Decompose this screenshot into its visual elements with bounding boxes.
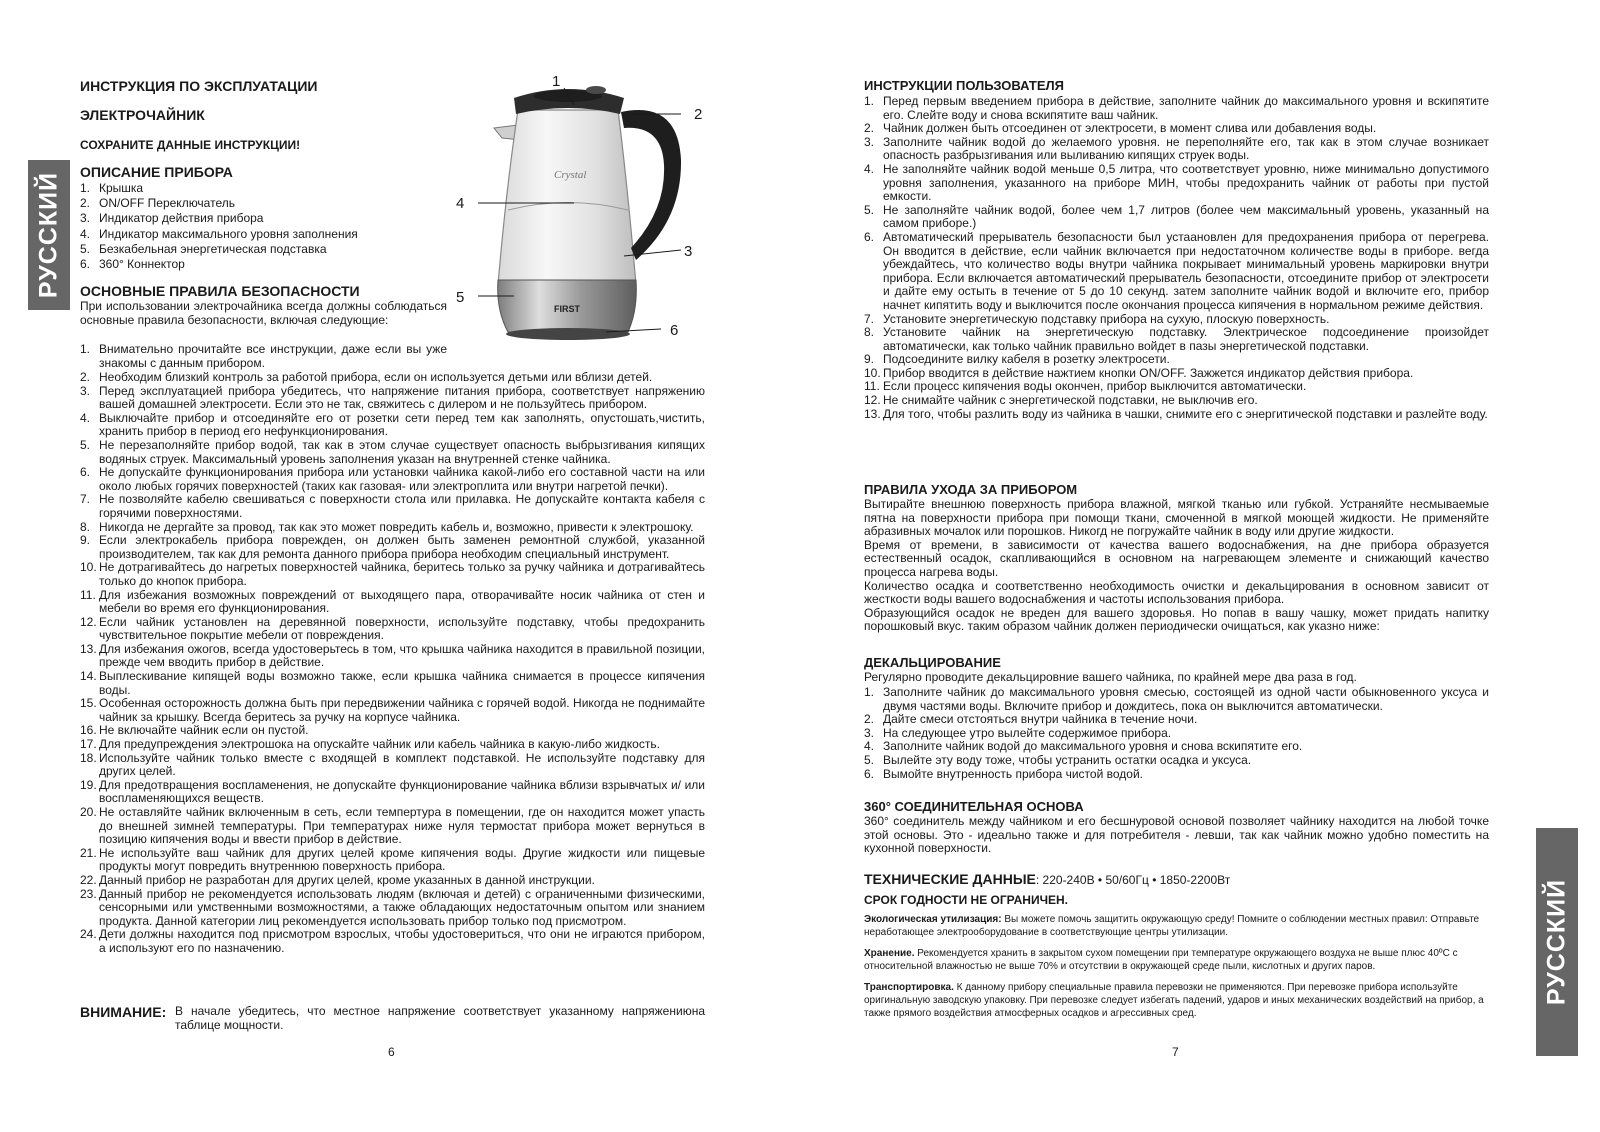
list-item-number: 1. — [864, 94, 875, 108]
list-item — [80, 534, 705, 561]
list-item-text: Прибор вводится в действие нажтием кнопки ON/OFF. Зажжется индикатор действия прибора. — [883, 365, 1414, 380]
tech-data-label: ТЕХНИЧЕСКИЕ ДАННЫЕ — [864, 871, 1036, 887]
callout-3: 3 — [684, 243, 693, 260]
list-item-text: Не включайте чайник если он пустой. — [99, 723, 309, 738]
list-item-text: Автоматический прерыватель безопасности был устаановлен для предохранения прибора от перегрева. Он вводится в действие, если чайник включается при недостаточном количестве воды в приборе. вегда убеждайтесь, что количество воды внутри чайника покрывает минимальный уровень маркировки внутри прибора. Если включается автоматический прерыватель безопасности, отсоедините прибор от электросети и дайте ему остыть в течение от 5 до 10 секунд. затем заполните чайник водой и включите его, прибор начнет кипятить воду и выключится после окончания процесса кипячения в нормальном режиме действия. — [883, 229, 1489, 312]
list-item — [864, 686, 1489, 713]
care-paragraph: Количество осадка и соответственно необходимость очистки и декальцирования в основном зависит от жесткости воды вашего водоснабжения и частоты использования прибора. — [864, 578, 1489, 607]
callout-4: 4 — [456, 195, 465, 212]
list-item-number: 5. — [80, 437, 91, 452]
list-item-text: Перед эксплуатацией прибора убедитесь, что напряжение питания прибора, соответствует напряжению вашей домашней электросети. Если это не так, свяжитесь с дилером и не пользуйтесь прибором. — [99, 383, 705, 412]
list-item — [80, 589, 705, 616]
list-item — [80, 466, 705, 493]
list-item-text: Необходим близкий контроль за работой прибора, если он используется детьми или вблизи детей. — [99, 370, 653, 384]
list-item-text: Вылейте эту воду тоже, чтобы устранить остатки осадка и уксуса. — [883, 752, 1252, 767]
list-item-number: 15. — [80, 696, 97, 711]
list-item-text: 360° Коннектор — [99, 257, 185, 272]
list-item-number: 18. — [80, 750, 97, 765]
list-item-text: Не заполняйте чайник водой меньше 0,5 литра, что соответствует уровню, ниже минимально допустимого уровня заполнения, указанного на приборе МИН, чтобы предохранить чайник от работы при пустой емкости. — [883, 161, 1489, 204]
care-heading: ПРАВИЛА УХОДА ЗА ПРИБОРОМ — [864, 482, 1078, 497]
transport-label: Транспортировка. — [864, 982, 954, 993]
language-tab-label: РУССКИЙ — [1542, 878, 1571, 1006]
list-item-text: Выключайте прибор и отсоединяйте его от розетки сети перед тем как заполнять, опустошать,чистить, хранить прибор в период его нефункционирования. — [99, 410, 705, 439]
kettle-illustration — [456, 70, 716, 350]
description-heading: ОПИСАНИЕ ПРИБОРА — [80, 164, 233, 180]
list-item-text: Особенная осторожность должна быть при передвижении чайника с горячей водой. Никогда не поднимайте чайник за крышку. Всегда беритесь за ручку на корпусе чайника. — [99, 696, 705, 724]
eco-disposal — [864, 913, 1489, 939]
list-item-text: Индикатор действия прибора — [99, 211, 264, 226]
decalcification-heading: ДЕКАЛЬЦИРОВАНИЕ — [864, 655, 1001, 670]
language-tab — [28, 160, 70, 310]
list-item-number: 17. — [80, 737, 97, 752]
warning-label: ВНИМАНИЕ: — [80, 1004, 167, 1020]
list-item-text: Если электрокабель прибора поврежден, он должен быть заменен ремонтной службой, указанной производителем, так как для ремонта данного прибора прибора необходим специальный инструмент. — [99, 533, 705, 561]
list-item-number: 13. — [80, 641, 97, 656]
list-item-text: Данный прибор не рекомендуется использовать людям (включая и детей) с ограниченными физическими, сенсорными или умственными возможностями, а также обладающих недостаточным опытом или знанием продукта. Данной категории лиц рекомендуется использовать прибор только под присмотром. — [99, 886, 705, 928]
list-item — [80, 806, 705, 847]
decalcification-list — [864, 686, 1489, 781]
list-item — [864, 367, 1489, 381]
list-item — [80, 697, 705, 724]
care-paragraph: Вытирайте внешнюю поверхность прибора влажной, мягкой тканью или губкой. Устраняйте несмываемые пятна на поверхности прибора при помощи ткани, смоченной в мягкой моющей жидкости. Не применяйте абразивных мочалок или порошков. Никогд не погружайте чайник в воду или другие жидкости. — [864, 497, 1489, 539]
list-item-text: Не заполняйте чайник водой, более чем 1,7 литров (более чем максимальный уровень, указанный на самом приборе.) — [883, 202, 1489, 231]
list-item-text: Заполните чайник водой до максимального уровня и снова вскипятите его. — [883, 739, 1303, 754]
list-item — [864, 727, 1489, 741]
list-item-number: 2. — [864, 712, 875, 727]
list-item — [864, 713, 1489, 727]
shelf-life: СРОК ГОДНОСТИ НЕ ОГРАНИЧЕН. — [864, 893, 1069, 907]
list-item-text: Не снимайте чайник с энергетической подставки, не выключив его. — [883, 393, 1258, 408]
list-item-number: 19. — [80, 777, 97, 792]
callout-1: 1 — [552, 73, 561, 90]
list-item — [864, 380, 1489, 394]
list-item-text: Крышка — [99, 181, 144, 195]
eco-label: Экологическая утилизация: — [864, 914, 1002, 925]
list-item-number: 5. — [864, 202, 875, 217]
list-item — [864, 768, 1489, 782]
list-item — [864, 122, 1489, 136]
list-item-text: Установите чайник на энергетическую подставку. Электрическое подсоединение произойдет автоматически, как только чайник правильно войдет в пазы энергетической подставки. — [883, 325, 1489, 353]
list-item — [80, 227, 460, 242]
list-item-text: Никогда не дергайте за провод, так как это может повредить кабель и, возможно, привести к электрошоку. — [99, 519, 694, 534]
callout-2: 2 — [694, 106, 703, 123]
list-item-text: На следующее утро вылейте содержимое прибора. — [883, 725, 1172, 740]
list-item — [864, 353, 1489, 367]
list-item-number: 9. — [80, 533, 91, 548]
list-item-text: Безкабельная энергетическая подставка — [99, 241, 327, 256]
list-item — [80, 412, 705, 439]
page-number: 7 — [1172, 1045, 1179, 1059]
list-item-number: 6. — [864, 229, 875, 244]
list-item-number: 16. — [80, 723, 97, 738]
list-item-text: Вымойте внутренность прибора чистой водой. — [883, 766, 1143, 781]
list-item-number: 3. — [864, 725, 875, 740]
list-item — [80, 928, 705, 955]
list-item — [80, 643, 705, 670]
list-item-text: Дайте смеси отстояться внутри чайника в течение ночи. — [883, 712, 1198, 727]
list-item-text: Не используйте ваш чайник для других целей кроме кипячения воды. Другие жидкости или пищевые продукты могут повредить внутреннюю поверхность прибора. — [99, 845, 705, 874]
care-paragraph: Время от времени, в зависимости от качества вашего водоснабжения, на дне прибора образуется естественный осадок, скапливающийся в основном на нагревающем элементе и снижающий качество процесса нагрева воды. — [864, 537, 1489, 579]
list-item-number: 12. — [80, 614, 97, 629]
list-item-number: 2. — [864, 121, 875, 136]
list-item-number: 13. — [864, 406, 881, 421]
list-item-number: 10. — [80, 560, 97, 575]
list-item-text: Не оставляйте чайник включенным в сеть, если темпертура в помещении, где он находится может упасть до внешней зимней температуры. При температурах ниже нуля термостат прибора может вернуться в позицию кипячения воды и ввести прибор в действие. — [99, 805, 705, 847]
list-item-text: Заполните чайник водой до желаемого уровня. не переполняйте его, так как в этом случае возникает опасность разбрызгивания или выливанию кипящих струек воды. — [883, 134, 1489, 163]
list-item — [80, 371, 705, 385]
user-instructions-heading: ИНСТРУКЦИИ ПОЛЬЗОВАТЕЛЯ — [864, 78, 1064, 93]
list-item — [80, 242, 460, 257]
storage-label: Хранение. — [864, 948, 915, 959]
list-item-number: 4. — [864, 739, 875, 754]
list-item — [80, 181, 460, 196]
list-item-text: ON/OFF Переключатель — [99, 196, 235, 211]
safety-heading: ОСНОВНЫЕ ПРАВИЛА БЕЗОПАСНОСТИ — [80, 283, 360, 299]
list-item-number: 3. — [80, 383, 91, 398]
warning-text: В начале убедитесь, что местное напряжение соответствует указанному напряжениюна таблице мощности. — [175, 1004, 705, 1032]
storage-note — [864, 947, 1489, 973]
eco-text: Вы можете помочь защитить окружающую среду! Помните о соблюдении местных правил: Отправьте неработающее электрооборудование в соответствующие центры утилизации. — [864, 914, 1480, 938]
user-instructions-list — [864, 95, 1489, 421]
list-item-text: Выплескивание кипящей воды возможно также, если крышка чайника снимается в процессе кипячения воды. — [99, 669, 705, 697]
list-item — [80, 616, 705, 643]
list-item — [864, 163, 1489, 204]
list-item — [80, 385, 705, 412]
list-item — [864, 408, 1489, 422]
list-item — [80, 257, 460, 272]
list-item-text: Индикатор максимального уровня заполнения — [99, 226, 358, 241]
list-item-number: 11. — [864, 379, 880, 394]
list-item-text: Подсоедините вилку кабеля в розетку электросети. — [883, 352, 1170, 367]
base360-text: 360° соединитель между чайником и его бесшнуровой основой позволяет чайнику находится на любой точке этой основы. Это - идеально также и для потребителя - левши, так как чайник можно удобно поместить на кухонной поверхности. — [864, 814, 1489, 856]
list-item — [864, 326, 1489, 353]
list-item-text: Внимательно прочитайте все инструкции, даже если вы уже знакомы с данным прибором. — [99, 342, 447, 370]
care-text — [864, 498, 1489, 634]
list-item-text: Установите энергетическую подставку прибора на сухую, плоскую поверхность. — [883, 311, 1330, 326]
safety-intro: При использовании электрочайника всегда должны соблюдаться основные правила безопасности, включая следующие: — [80, 299, 447, 327]
list-item-text: Данный прибор не разработан для других целей, кроме указанных в данной инструкции. — [99, 872, 595, 887]
kettle-brand-text: FIRST — [554, 304, 580, 314]
keep-instructions-note: СОХРАНИТЕ ДАННЫЕ ИНСТРУКЦИИ! — [80, 138, 301, 152]
tech-data-value: : 220-240В • 50/60Гц • 1850-2200Вт — [1035, 873, 1231, 887]
list-item-number: 20. — [80, 805, 97, 819]
list-item-number: 11. — [80, 587, 96, 602]
kettle-decor-text: Crystal — [554, 169, 587, 181]
list-item — [864, 313, 1489, 327]
list-item-text: Дети должны находится под присмотром взрослых, чтобы удостовериться, что они не играются прибором, а используют его по назначению. — [99, 927, 705, 955]
list-item — [864, 204, 1489, 231]
list-item-number: 4. — [80, 410, 91, 425]
list-item — [80, 874, 705, 888]
list-item — [864, 231, 1489, 313]
list-item-number: 14. — [80, 669, 97, 684]
care-paragraph: Образующийся осадок не вреден для вашего здоровья. Но попав в вашу чашку, может придать напитку порошковый вкус. таким образом чайник должен периодически очищаться, как указно ниже: — [864, 605, 1489, 634]
base360-heading: 360° СОЕДИНИТЕЛЬНАЯ ОСНОВА — [864, 799, 1084, 814]
safety-list-part1 — [80, 343, 447, 370]
list-item — [80, 561, 705, 588]
list-item-text: Используйте чайник только вместе с входящей в комплект подставкой. Не используйте подставку для других целей. — [99, 750, 705, 779]
list-item — [864, 394, 1489, 408]
page-right — [800, 0, 1600, 1132]
list-item-number: 3. — [80, 211, 91, 226]
list-item — [80, 196, 460, 211]
list-item — [80, 738, 705, 752]
list-item-text: Чайник должен быть отсоединен от электросети, в момент слива или добавления воды. — [883, 121, 1377, 136]
list-item-text: Для избежания возможных повреждений от выходящего пара, отворачивайте носик чайника от стен и мебели во время его функционирования. — [99, 587, 705, 616]
callout-5: 5 — [456, 289, 465, 306]
list-item-number: 23. — [80, 886, 97, 901]
list-item-number: 6. — [864, 766, 875, 781]
list-item-text: Не перезаполняйте прибор водой, так как в этом случае существует опасность выбрызгивания кипящих водяных струек. Максимальный уровень заполнения указан на внутренней стенке чайника. — [99, 437, 705, 466]
list-item — [80, 724, 705, 738]
list-item-number: 1. — [80, 181, 91, 195]
product-name: ЭЛЕКТРОЧАЙНИК — [80, 107, 205, 123]
list-item — [80, 670, 705, 697]
list-item-number: 12. — [864, 393, 881, 408]
transport-note — [864, 981, 1489, 1020]
list-item-number: 4. — [80, 226, 91, 241]
list-item — [80, 493, 705, 520]
list-item — [80, 847, 705, 874]
list-item-number: 7. — [80, 492, 91, 507]
list-item-text: Если процесс кипячения воды окончен, прибор выключится автоматически. — [883, 379, 1307, 394]
list-item-number: 1. — [864, 685, 875, 699]
transport-text: К данному прибору специальные правила перевозки не применяются. При перевозке прибора используйте оригинальную заводскую упаковку. При перевозке следует избегать падений, ударов и иных механических воздействий на прибор, а также прямого воздействия атмосферных осадков и агрессивных сред. — [864, 982, 1484, 1019]
safety-list-part2 — [80, 371, 705, 956]
list-item-number: 5. — [80, 241, 91, 256]
list-item-text: Для того, чтобы разлить воду из чайника в чашки, снимите его с энергитической подставки и разлейте воду. — [883, 406, 1488, 421]
list-item-number: 4. — [864, 161, 875, 176]
list-item-text: Заполните чайник до максимального уровня смесью, состоящей из одной части обыкновенного уксуса и двумя частями воды. Включите прибор и дождитесь, пока он выключится автоматически. — [883, 685, 1489, 713]
list-item-text: Перед первым введением прибора в действие, заполните чайник до максимального уровня и вскипятите его. Слейте воду и снова вскипятите ваш чайник. — [883, 94, 1489, 122]
list-item-text: Не позволяйте кабелю свешиваться с поверхности стола или прилавка. Не допускайте контакта кабеля с горячими поверхностями. — [99, 492, 705, 520]
list-item — [864, 754, 1489, 768]
list-item-text: Для избежания ожогов, всегда удостоверьтесь в том, что крышка чайника находится в правильной позиции, прежде чем вводить прибор в действие. — [99, 641, 705, 670]
list-item-number: 2. — [80, 370, 91, 384]
tech-data — [864, 871, 1489, 889]
page-number: 6 — [388, 1045, 395, 1059]
kettle-body — [494, 86, 681, 340]
list-item — [864, 95, 1489, 122]
decalcification-intro: Регулярно проводите декальцировние вашего чайника, по крайней мере два раза в год. — [864, 670, 1357, 684]
list-item-text: Если чайник установлен на деревянной поверхности, используйте подставку, чтобы предохранить чувствительное покрытие мебели от повреждения. — [99, 614, 705, 643]
list-item — [80, 521, 705, 535]
list-item-number: 6. — [80, 465, 91, 480]
list-item-text: Для предотвращения воспламенения, не допускайте функционирование чайника вблизи взрывчатых и/ или воспламеняющихся веществ. — [99, 777, 705, 806]
list-item-number: 22. — [80, 872, 97, 887]
list-item-number: 9. — [864, 352, 875, 367]
list-item-number: 5. — [864, 752, 875, 767]
list-item-number: 7. — [864, 311, 875, 326]
list-item-number: 24. — [80, 927, 97, 942]
language-tab — [1536, 828, 1578, 1056]
list-item — [80, 752, 705, 779]
list-item-number: 6. — [80, 257, 91, 272]
list-item-number: 3. — [864, 134, 875, 149]
list-item-number: 2. — [80, 196, 91, 211]
callout-6: 6 — [670, 322, 679, 339]
list-item-number: 8. — [80, 519, 91, 534]
list-item — [864, 740, 1489, 754]
storage-text: Рекомендуется хранить в закрытом сухом помещении при температуре окружающего воздуха не выше плюс 40ºС с относительной влажностью не выше 70% и отсутствии в окружающей среде пыли, кислотных и других паров. — [864, 948, 1458, 972]
manual-title: ИНСТРУКЦИЯ ПО ЭКСПЛУАТАЦИИ — [80, 78, 318, 94]
list-item-number: 1. — [80, 342, 91, 356]
list-item-text: Не дотрагивайтесь до нагретых поверхностей чайника, беритесь только за ручку чайника и дотрагивайтесь только до кнопок прибора. — [99, 560, 705, 588]
description-list — [80, 181, 460, 272]
list-item — [80, 888, 705, 929]
list-item — [80, 211, 460, 226]
list-item — [80, 439, 705, 466]
list-item-number: 10. — [864, 365, 881, 380]
list-item-text: Не допускайте функционирования прибора или установки чайника какой-либо его составной части на или около любых горячих поверхностей (таких как газовая- или электроплита или внутри нагретой печки). — [99, 465, 705, 493]
language-tab-label: РУССКИЙ — [34, 171, 63, 299]
list-item-text: Для предупреждения электрошока на опускайте чайник или кабель чайника в какую-либо жидкость. — [99, 737, 660, 752]
list-item — [80, 343, 447, 370]
list-item — [864, 136, 1489, 163]
list-item-number: 8. — [864, 325, 875, 340]
list-item-number: 21. — [80, 845, 97, 860]
list-item — [80, 779, 705, 806]
